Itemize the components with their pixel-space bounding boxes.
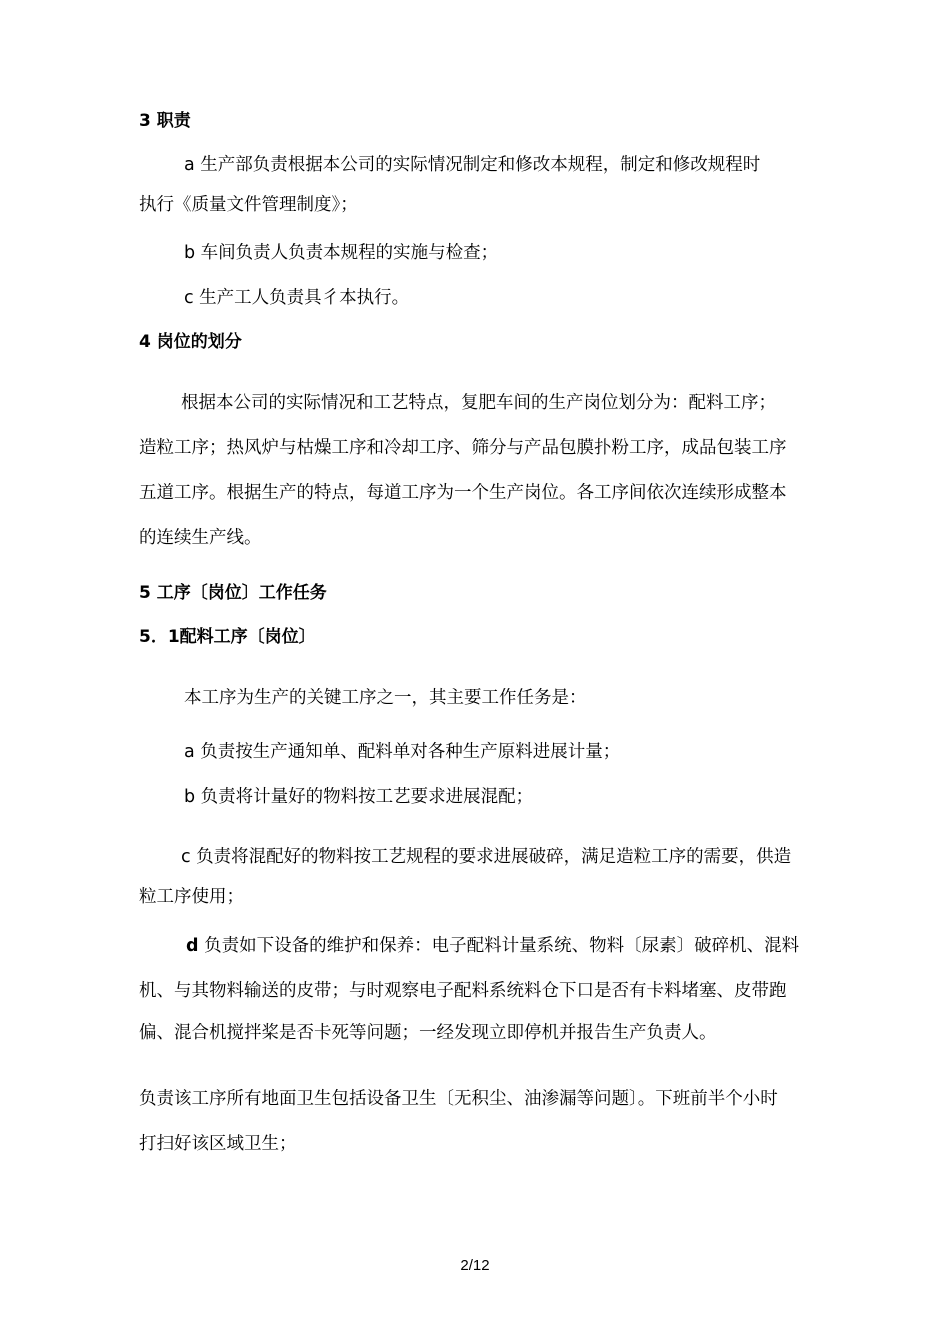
section-3-item-c: c 生产工人负责具彳本执行。 [184,288,410,308]
section-3-item-a-line-2: 执行《质量文件管理制度》； [139,195,358,215]
item-d-letter: d [186,936,199,956]
section-3-item-a-line-1: a 生产部负责根据本公司的实际情况制定和修改本规程，制定和修改规程时 [184,155,761,175]
section-4-heading: 4 岗位的划分 [139,332,242,352]
section-3-item-b: b 车间负责人负责本规程的实施与检查； [184,243,499,263]
section-5-1-item-b: b 负责将计量好的物料按工艺要求进展混配； [184,787,534,807]
section-5-1-item-c-line-1: c 负责将混配好的物料按工艺规程的要求进展破碎，满足造粒工序的需要，供造 [181,847,792,867]
section-4-para-line-3: 五道工序。根据生产的特点，每道工序为一个生产岗位。各工序间依次连续形成整本 [139,483,787,503]
section-5-1-item-d-line-3: 偏、混合机搅拌桨是否卡死等问题；一经发现立即停机并报告生产负责人。 [139,1023,717,1043]
section-5-1-item-a: a 负责按生产通知单、配料单对各种生产原料进展计量； [184,742,621,762]
page-number: 2/12 [460,1257,490,1274]
section-4-para-line-2: 造粒工序；热风炉与枯燥工序和冷却工序、筛分与产品包膜扑粉工序，成品包装工序 [139,438,787,458]
section-3-heading: 3 职责 [139,111,191,131]
section-5-1-heading: 5．1配料工序〔岗位〕 [139,627,316,647]
item-d-line-1-text: 负责如下设备的维护和保养：电子配料计量系统、物料〔尿素〕破碎机、混料 [198,936,800,956]
section-5-heading: 5 工序〔岗位〕工作任务 [139,583,327,603]
cleaning-duty-line-2: 打扫好该区域卫生； [139,1134,297,1154]
section-5-1-item-d-line-2: 机、与其物料输送的皮带；与时观察电子配料系统料仓下口是否有卡料堵塞、皮带跑 [139,981,787,1001]
section-5-1-item-d-line-1 [186,934,799,958]
section-4-para-line-1: 根据本公司的实际情况和工艺特点，复肥车间的生产岗位划分为：配料工序； [181,393,776,413]
section-4-para-line-4: 的连续生产线。 [139,528,262,548]
section-5-1-item-c-line-2: 粒工序使用； [139,887,244,907]
section-5-1-intro: 本工序为生产的关键工序之一，其主要工作任务是： [184,688,587,708]
cleaning-duty-line-1: 负责该工序所有地面卫生包括设备卫生〔无积尘、油渗漏等问题〕。下班前半个小时 [139,1089,778,1109]
